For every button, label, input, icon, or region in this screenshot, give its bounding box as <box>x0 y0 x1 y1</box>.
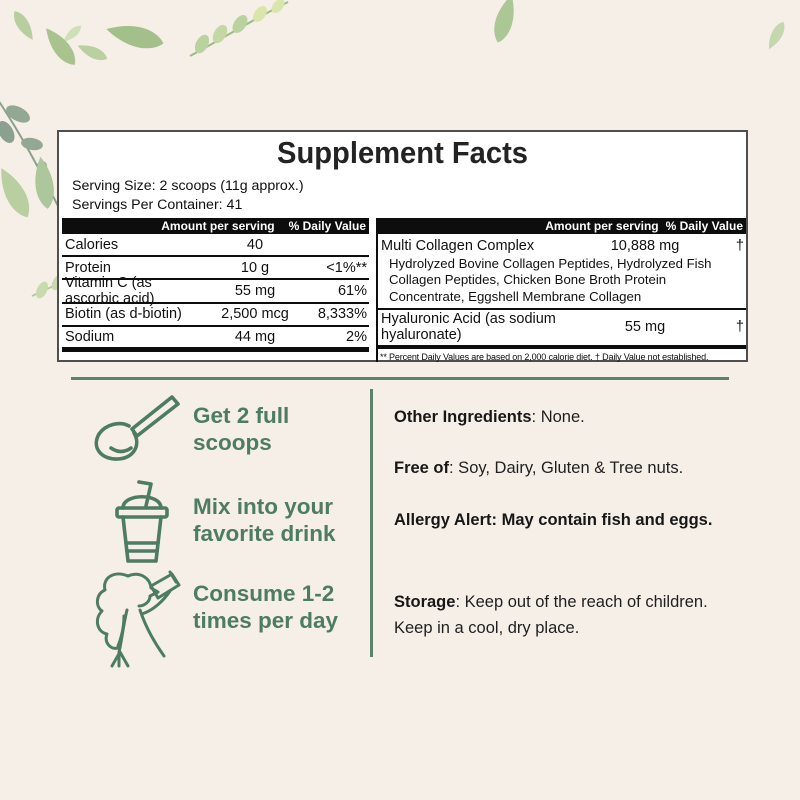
ingredient-amount: 55 mg <box>624 319 666 336</box>
vertical-divider <box>370 389 373 657</box>
scoop-icon <box>88 390 184 466</box>
nutrient-amount: 10 g <box>240 259 270 276</box>
allergy-alert-label: Allergy Alert: May contain fish and eggs. <box>394 511 713 529</box>
header-daily-value: % Daily Value <box>665 219 743 233</box>
dagger-mark: † <box>735 237 744 254</box>
header-amount: Amount per serving <box>161 219 275 233</box>
drinking-person-icon <box>84 568 188 668</box>
nutrient-name: Calories <box>65 236 119 253</box>
free-of-text <box>394 455 714 481</box>
nutrient-name: Protein <box>65 259 111 276</box>
horizontal-divider <box>71 377 729 380</box>
table-header <box>378 218 746 234</box>
table-row <box>62 327 369 352</box>
table-row <box>378 234 746 256</box>
table-row <box>62 274 369 307</box>
leaf-icon <box>484 0 526 47</box>
nutrient-dv: <1%** <box>326 259 367 276</box>
nutrient-name: Biotin (as d-biotin) <box>65 306 182 323</box>
leaf-icon <box>6 6 41 46</box>
header-daily-value: % Daily Value <box>288 219 366 233</box>
step-label: Consume 1-2 times per day <box>193 581 339 633</box>
allergy-alert-text <box>394 507 714 533</box>
footnote: ** Percent Daily Values are based on 2,000 calorie diet. † Daily Value not established. <box>380 352 709 363</box>
nutrient-name: Vitamin C (as ascorbic acid) <box>65 274 155 307</box>
serving-info <box>72 177 304 215</box>
facts-tables <box>62 218 746 362</box>
header-amount: Amount per serving <box>545 219 659 233</box>
dagger-mark: † <box>735 319 744 336</box>
table-header <box>62 218 369 234</box>
eucalyptus-sprig-icon <box>186 0 294 60</box>
cup-icon <box>110 479 174 565</box>
table-row <box>62 304 369 327</box>
supplement-facts-panel <box>57 130 748 362</box>
ingredient-amount: 10,888 mg <box>610 237 680 254</box>
free-of-label: Free of <box>394 459 450 477</box>
nutrition-table-left <box>62 218 369 362</box>
nutrition-table-right <box>376 218 746 362</box>
table-row <box>378 310 746 343</box>
nutrient-dv: 8,333% <box>317 306 367 323</box>
nutrient-amount: 40 <box>246 236 264 253</box>
other-ingredients-value: : None. <box>531 408 585 426</box>
sub-ingredients: Hydrolyzed Bovine Collagen Peptides, Hydrolyzed Fish Collagen Peptides, Chicken Bone Broth Protein Concentrate, Eggshell Membrane Collagen <box>378 256 746 310</box>
nutrient-name: Sodium <box>65 328 115 345</box>
nutrient-dv: 2% <box>346 328 367 345</box>
ingredient-name: Multi Collagen Complex <box>381 237 535 254</box>
ingredient-name: Hyaluronic Acid (as sodium hyaluronate) <box>381 311 556 344</box>
servings-per-container: Servings Per Container: 41 <box>72 197 243 213</box>
step-label: Mix into your favorite drink <box>193 494 336 546</box>
nutrient-amount: 55 mg <box>234 282 276 299</box>
storage-value: : Keep out of the reach of children. Keep in a cool, dry place. <box>394 593 708 637</box>
storage-text <box>394 589 714 641</box>
leaf-icon <box>100 12 167 60</box>
other-ingredients-label: Other Ingredients <box>394 408 532 426</box>
free-of-value: : Soy, Dairy, Gluten & Tree nuts. <box>449 459 684 477</box>
nutrient-amount: 2,500 mcg <box>221 306 289 323</box>
nutrient-dv: 61% <box>337 282 367 299</box>
storage-label: Storage <box>394 593 456 611</box>
panel-title: Supplement Facts <box>277 135 528 170</box>
serving-size: Serving Size: 2 scoops (11g approx.) <box>72 178 304 194</box>
table-row <box>62 234 369 257</box>
other-ingredients-text <box>394 404 714 430</box>
step-label: Get 2 full scoops <box>193 403 290 455</box>
nutrient-amount: 44 mg <box>234 328 276 345</box>
leaf-icon <box>761 18 792 55</box>
